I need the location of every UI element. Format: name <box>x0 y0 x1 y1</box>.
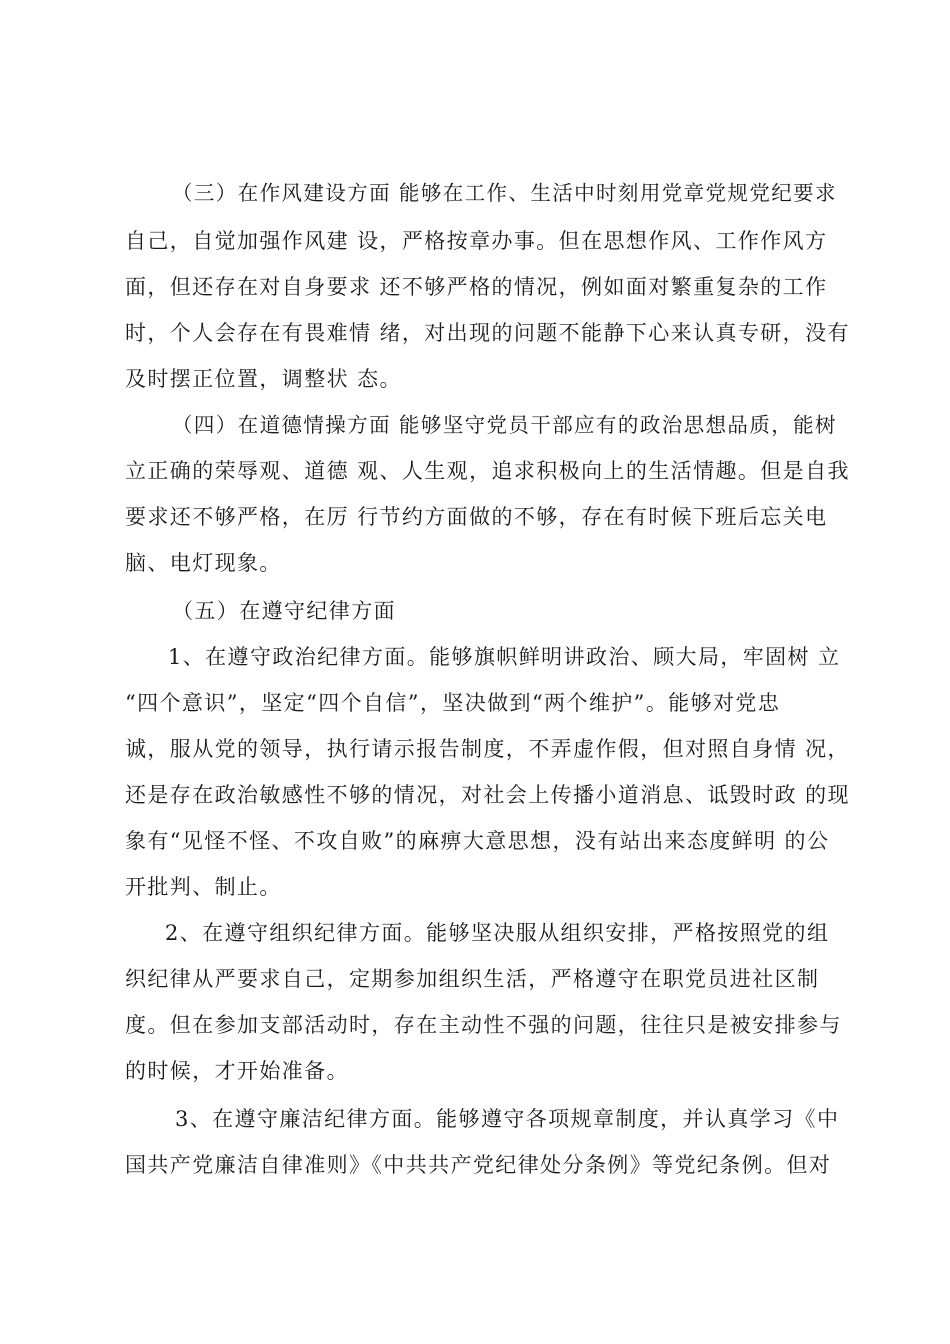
text-line: 还是存在政治敏感性不够的情况，对社会上传播小道消息、诋毁时政 的现 <box>125 783 850 807</box>
text-line: 3、在遵守廉洁纪律方面。能够遵守各项规章制度，并认真学习《中 <box>175 1107 840 1131</box>
text-line: （四）在道德情操方面 能够坚守党员干部应有的政治思想品质，能树 <box>172 413 837 437</box>
text-line: 及时摆正位置，调整状 态。 <box>125 367 402 391</box>
text-line: 立正确的荣辱观、道德 观、人生观，追求积极向上的生活情趣。但是自我 <box>125 459 850 483</box>
text-line: 的时候，才开始准备。 <box>125 1059 349 1083</box>
text-line: 度。但在参加支部活动时，存在主动性不强的问题，往往只是被安排参与 <box>125 1013 842 1037</box>
text-line: 面，但还存在对自身要求 还不够严格的情况，例如面对繁重复杂的工作 <box>125 275 828 299</box>
text-line: 1、在遵守政治纪律方面。能够旗帜鲜明讲政治、顾大局，牢固树 立 <box>168 645 841 669</box>
text-line: 织纪律从严要求自己，定期参加组织生活，严格遵守在职党员进社区制 <box>125 967 820 991</box>
text-line: 2、在遵守组织纪律方面。能够坚决服从组织安排，严格按照党的组 <box>165 921 830 945</box>
text-line: 时，个人会存在有畏难情 绪，对出现的问题不能静下心来认真专研，没有 <box>125 321 850 345</box>
text-line: 诚，服从党的领导，执行请示报告制度，不弄虚作假，但对照自身情 况， <box>125 737 850 761</box>
text-line: 脑、电灯现象。 <box>125 551 282 575</box>
text-line: 自己，自觉加强作风建 设，严格按章办事。但在思想作风、工作作风方 <box>125 229 828 253</box>
text-line: （三）在作风建设方面 能够在工作、生活中时刻用党章党规党纪要求 <box>172 181 837 205</box>
text-line: 国共产党廉洁自律准则》《中共共产党纪律处分条例》等党纪条例。但对 <box>125 1153 832 1177</box>
text-line: 象有“见怪不怪、不攻自败”的麻痹大意思想，没有站出来态度鲜明 的公 <box>125 829 830 853</box>
text-line: 开批判、制止。 <box>125 875 282 899</box>
text-line: 要求还不够严格，在厉 行节约方面做的不够，存在有时候下班后忘关电 <box>125 505 828 529</box>
section-heading: （五）在遵守纪律方面 <box>172 599 396 623</box>
text-line: “四个意识”，坚定“四个自信”，坚决做到“两个维护”。能够对党忠 <box>125 691 781 715</box>
